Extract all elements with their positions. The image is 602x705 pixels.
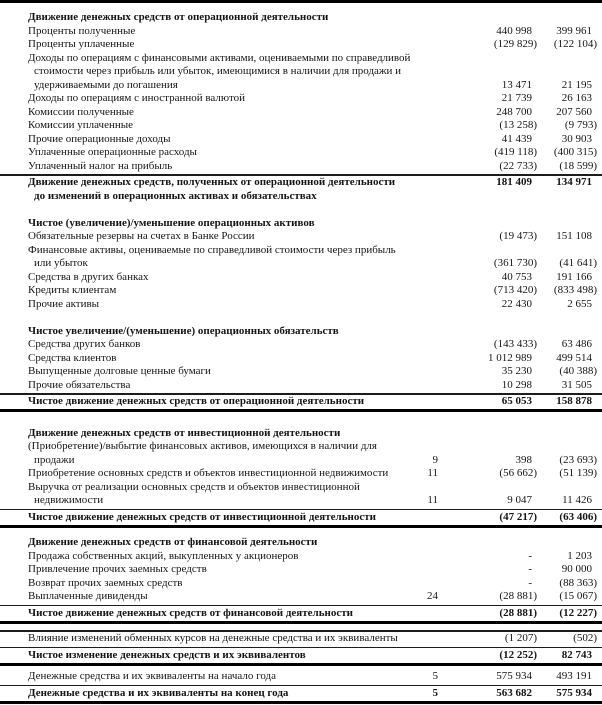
row-label: Средства клиентов [28, 351, 117, 364]
amount-prior-year: (9 793) [564, 119, 597, 131]
row-label: или убыток [34, 257, 88, 269]
row-label: до изменений в операционных активах и обязательствах [34, 189, 317, 202]
row-label: недвижимости [34, 494, 104, 506]
table-row [0, 133, 602, 147]
amount-current-year: 181 409 [496, 176, 532, 188]
row-label: Движение денежных средств от операционной деятельности [28, 11, 329, 23]
amount-prior-year: 63 486 [561, 338, 592, 350]
row-label: продажи [34, 453, 75, 466]
amount-current-year: - [528, 549, 532, 562]
amount-prior-year: (88 363) [559, 576, 597, 589]
table-row [0, 146, 602, 160]
amount-prior-year: 499 514 [556, 351, 592, 364]
amount-prior-year: 31 505 [561, 378, 592, 391]
table-row [0, 467, 602, 481]
amount-prior-year: 30 903 [561, 132, 592, 145]
table-row [0, 511, 602, 525]
row-label: Чистое изменение денежных средств и их эквивалентов [28, 648, 306, 661]
table-row [0, 577, 602, 591]
amount-current-year: 10 298 [501, 378, 532, 391]
cash-flow-statement-table [0, 11, 602, 704]
row-label: Средства в других банках [28, 270, 149, 283]
scan-edge-bar [0, 0, 602, 3]
table-row [0, 230, 602, 244]
row-label: Выплаченные дивиденды [28, 590, 148, 602]
amount-current-year: 65 053 [501, 395, 532, 407]
row-label: стоимости через прибыль или убыток, имеющимися в наличии для продажи и [34, 65, 402, 77]
amount-prior-year: (12 227) [559, 606, 597, 619]
row-label: Кредиты клиентам [28, 284, 117, 296]
row-label: Движение денежных средств от инвестиционной деятельности [28, 426, 341, 439]
row-label: Чистое движение денежных средств от инвестиционной деятельности [28, 510, 376, 523]
amount-current-year: (361 730) [493, 257, 537, 269]
amount-current-year: (22 733) [499, 159, 537, 172]
table-row [0, 670, 602, 684]
table-row [0, 427, 602, 441]
row-label: Денежные средства и их эквиваленты на конец года [28, 686, 289, 699]
amount-prior-year: (40 388) [559, 365, 597, 377]
row-label: Чистое (увеличение)/уменьшение операционных активов [28, 216, 315, 229]
amount-current-year: 1 012 989 [488, 351, 532, 364]
table-row [0, 92, 602, 106]
row-label: Чистое увеличение/(уменьшение) операционных обязательств [28, 324, 339, 337]
amount-prior-year: 90 000 [561, 563, 592, 575]
table-row [0, 607, 602, 621]
amount-current-year: (1 207) [504, 632, 537, 644]
amount-current-year: 22 430 [501, 297, 532, 310]
amount-current-year: (28 881) [499, 606, 537, 619]
table-row [0, 632, 602, 646]
table-row [0, 379, 602, 393]
amount-prior-year: (63 406) [559, 510, 597, 523]
amount-current-year: 440 998 [496, 24, 532, 37]
amount-current-year: 248 700 [496, 105, 532, 118]
table-row [0, 687, 602, 701]
row-label: Продажа собственных акций, выкупленных у акционеров [28, 549, 299, 562]
table-row [0, 550, 602, 564]
amount-current-year: 40 753 [501, 270, 532, 283]
row-label: Денежные средства и их эквиваленты на начало года [28, 670, 277, 682]
amount-current-year: (419 118) [494, 146, 537, 158]
amount-current-year: (56 662) [499, 467, 537, 479]
amount-current-year: - [528, 563, 532, 575]
amount-prior-year: 134 971 [556, 176, 592, 188]
amount-prior-year: 151 108 [556, 230, 592, 242]
amount-current-year: 9 047 [507, 494, 532, 506]
amount-prior-year: 82 743 [561, 648, 592, 661]
table-row [0, 352, 602, 366]
note-reference: 5 [432, 670, 438, 682]
row-label: Уплаченные операционные расходы [28, 146, 197, 158]
amount-current-year: (19 473) [499, 230, 537, 242]
note-reference: 24 [427, 590, 438, 602]
amount-prior-year: 399 961 [556, 24, 592, 37]
table-row [0, 38, 602, 52]
amount-current-year: (12 252) [499, 648, 537, 661]
amount-current-year: 575 934 [496, 670, 532, 682]
table-row [0, 298, 602, 312]
table-row [0, 494, 602, 508]
table-row [0, 338, 602, 352]
row-label: Прочие активы [28, 297, 100, 310]
section-gap [0, 413, 602, 427]
section-gap [0, 528, 602, 536]
amount-prior-year: (51 139) [559, 467, 597, 479]
row-label: Финансовые активы, оцениваемые по справедливой стоимости через прибыль [28, 243, 396, 256]
amount-current-year: (47 217) [499, 510, 537, 523]
amount-current-year: 563 682 [496, 686, 532, 699]
section-gap [0, 311, 602, 325]
row-label: Движение денежных средств от финансовой деятельности [28, 536, 318, 548]
row-label: Движение денежных средств, полученных от операционной деятельности [28, 176, 396, 188]
amount-current-year: 13 471 [501, 78, 532, 91]
table-row [0, 244, 602, 258]
table-row [0, 325, 602, 339]
table-row [0, 271, 602, 285]
row-label: Проценты уплаченные [28, 38, 135, 50]
amount-prior-year: 158 878 [556, 395, 592, 407]
table-row [0, 395, 602, 409]
amount-prior-year: (18 599) [559, 159, 597, 172]
row-label: удерживаемыми до погашения [34, 78, 178, 91]
table-row [0, 590, 602, 604]
amount-prior-year: (41 641) [559, 257, 597, 269]
row-label: Обязательные резервы на счетах в Банке России [28, 230, 255, 242]
row-label: Чистое движение денежных средств от операционной деятельности [28, 395, 365, 407]
table-row [0, 119, 602, 133]
table-row [0, 536, 602, 550]
row-label: Уплаченный налог на прибыль [28, 159, 173, 172]
table-row [0, 176, 602, 190]
amount-prior-year: 575 934 [556, 686, 592, 699]
amount-prior-year: 11 426 [562, 494, 592, 506]
note-reference: 11 [427, 467, 438, 479]
table-row [0, 649, 602, 663]
amount-prior-year: 26 163 [561, 92, 592, 104]
table-row [0, 365, 602, 379]
table-row [0, 481, 602, 495]
row-label: Возврат прочих заемных средств [28, 576, 183, 589]
amount-prior-year: (833 498) [553, 284, 597, 296]
amount-prior-year: (23 693) [559, 453, 597, 466]
note-reference: 9 [432, 453, 438, 466]
note-reference: 5 [432, 686, 438, 699]
row-label: Привлечение прочих заемных средств [28, 563, 207, 575]
amount-current-year: (143 433) [493, 338, 537, 350]
table-row [0, 52, 602, 66]
amount-prior-year: 21 195 [561, 78, 592, 91]
amount-prior-year: 207 560 [556, 105, 592, 118]
horizontal-rule [0, 701, 602, 704]
amount-prior-year: (15 067) [559, 590, 597, 602]
amount-prior-year: (502) [573, 632, 597, 644]
row-label: (Приобретение)/выбытие финансовых активов, имеющихся в наличии для [28, 440, 377, 452]
amount-prior-year: (400 315) [553, 146, 597, 158]
amount-current-year: 398 [515, 453, 532, 466]
table-row [0, 440, 602, 454]
table-row [0, 563, 602, 577]
table-row [0, 11, 602, 25]
table-row [0, 217, 602, 231]
amount-current-year: 41 439 [501, 132, 532, 145]
table-row [0, 454, 602, 468]
row-label: Выпущенные долговые ценные бумаги [28, 365, 211, 377]
section-gap [0, 624, 602, 629]
amount-prior-year: (122 104) [553, 38, 597, 50]
table-row [0, 284, 602, 298]
row-label: Приобретение основных средств и объектов инвестиционной недвижимости [28, 467, 389, 479]
table-row [0, 25, 602, 39]
row-label: Проценты полученные [28, 24, 136, 37]
amount-prior-year: 2 655 [567, 297, 592, 310]
note-reference: 11 [427, 494, 438, 506]
table-row [0, 79, 602, 93]
table-row [0, 257, 602, 271]
amount-current-year: (13 258) [499, 119, 537, 131]
amount-prior-year: 191 166 [556, 270, 592, 283]
table-row [0, 160, 602, 174]
amount-current-year: 35 230 [501, 365, 532, 377]
row-label: Доходы по операциям с финансовыми активами, оцениваемыми по справедливой [28, 51, 411, 64]
amount-prior-year: 493 191 [556, 670, 592, 682]
row-label: Прочие обязательства [28, 378, 131, 391]
section-gap [0, 203, 602, 217]
amount-current-year: (28 881) [499, 590, 537, 602]
amount-current-year: - [528, 576, 532, 589]
row-label: Влияние изменений обменных курсов на денежные средства и их эквиваленты [28, 632, 398, 644]
table-row [0, 190, 602, 204]
amount-prior-year: 1 203 [567, 549, 592, 562]
row-label: Доходы по операциям с иностранной валютой [28, 92, 245, 104]
table-row [0, 106, 602, 120]
row-label: Чистое движение денежных средств от финансовой деятельности [28, 606, 353, 619]
amount-current-year: (713 420) [493, 284, 537, 296]
row-label: Средства других банков [28, 338, 141, 350]
amount-current-year: (129 829) [493, 38, 537, 50]
row-label: Выручка от реализации основных средств и объектов инвестиционной [28, 480, 360, 493]
row-label: Комиссии полученные [28, 105, 134, 118]
amount-current-year: 21 739 [501, 92, 532, 104]
row-label: Прочие операционные доходы [28, 132, 171, 145]
row-label: Комиссии уплаченные [28, 119, 133, 131]
table-row [0, 65, 602, 79]
